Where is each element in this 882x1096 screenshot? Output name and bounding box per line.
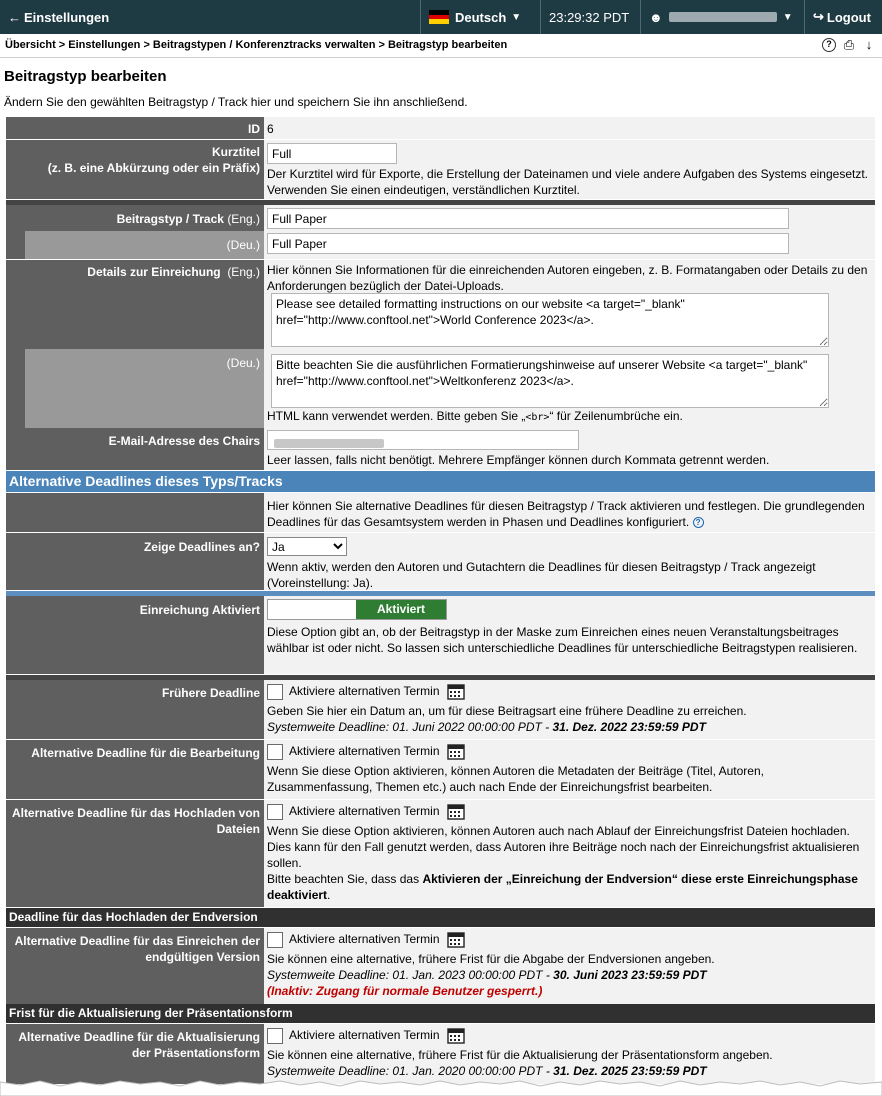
earlier-deadline-label: Frühere Deadline [6,680,264,739]
checkbox[interactable] [267,1028,283,1044]
show-deadlines-select[interactable] [267,537,347,556]
breadcrumb-bar [0,34,882,58]
upload-deadline-row [6,800,875,907]
upload-deadline-help: Wenn Sie diese Option aktivieren, können Autoren auch nach Ablauf der Einreichungsfrist Dateien hochladen. Dies kann für den Fall genutzt werden, dass Autoren ihre Beiträge noch nach der Einreichungsfrist aktualisieren sollen. [267,823,860,870]
system-deadline-text: Systemweite Deadline: 01. Juni 2022 00:00:00 PDT - [267,719,553,734]
earlier-deadline-help: Geben Sie hier ein Datum an, um für diese Beitragsart eine frühere Deadline zu erreichen. [267,703,747,718]
chevron-down-icon: ▼ [782,11,793,23]
presentation-checkbox[interactable] [267,1027,871,1044]
track-name-label-text: Beitragstyp / Track [116,212,224,226]
lang-eng-tag: (Eng.) [227,212,260,226]
server-time [540,0,640,34]
logout-icon: ↪ [813,9,824,24]
arrow-left-icon: ← [8,9,21,25]
toggle-off-side [268,600,356,619]
user-menu[interactable] [640,0,804,34]
checkbox[interactable] [267,684,283,700]
id-row [6,117,875,139]
id-value: 6 [267,122,274,136]
final-version-system [267,967,871,983]
submission-enabled-label: Einreichung Aktiviert [6,596,264,674]
language-selector[interactable] [420,0,540,34]
edit-deadline-row [6,740,875,799]
calendar-icon[interactable] [447,1028,465,1044]
earlier-deadline-row [6,680,875,739]
alt-deadlines-intro: Hier können Sie alternative Deadlines für diesen Beitragstyp / Track aktivieren und festlegen. Die grundlegenden Deadlines für das Gesamtsystem werden in Phasen und Deadlines konfiguriert. [267,499,865,529]
submission-details-help: Hier können Sie Informationen für die einreichenden Autoren eingeben, z. B. Formatangaben oder Details zu den Anforderungen bezüglich der Datei-Uploads. [267,263,868,293]
earlier-deadline-system [267,719,871,735]
short-title-help: Der Kurztitel wird für Exporte, die Erstellung der Dateinamen und viele andere Aufgaben des Systems eingesetzt. Verwenden Sie einen eindeutigen, verständlichen Kurztitel. [267,167,868,197]
edit-deadline-label: Alternative Deadline für die Bearbeitung [6,740,264,799]
upload-note-bold: Aktivieren der „Einreichung der Endversion“ diese erste Einreichungsphase deaktiviert [267,871,858,902]
track-name-deu-row [6,231,875,259]
lang-eng-tag: (Eng.) [227,265,260,279]
final-version-label: Alternative Deadline für das Einreichen der endgültigen Version [6,928,264,1004]
checkbox[interactable] [267,932,283,948]
edit-deadline-help: Wenn Sie diese Option aktivieren, können Autoren die Metadaten der Beiträge (Titel, Autoren, Zusammenfassung, Themen etc.) auch nach Ende der Einreichungsfrist bearbeiten. [267,763,764,794]
final-version-inactive: (Inaktiv: Zugang für normale Benutzer gesperrt.) [267,983,543,998]
lang-deu-tag: (Deu.) [226,238,260,252]
submission-details-label-text: Details zur Einreichung [87,265,221,279]
upload-note-text-a: Bitte beachten Sie, dass das [267,871,423,886]
html-note-text-a: HTML kann verwendet werden. Bitte geben Sie „ [267,409,526,423]
short-title-sublabel: (z. B. eine Abkürzung oder ein Präfix) [47,161,260,175]
back-label: Einstellungen [24,9,110,25]
short-title-row [6,140,875,199]
submission-details-eng-row [6,260,875,349]
track-name-eng-input[interactable] [267,208,789,229]
chevron-down-icon: ▼ [511,11,522,23]
back-to-settings-link[interactable] [0,0,114,34]
chair-email-input[interactable] [267,430,579,450]
final-version-help: Sie können eine alternative, frühere Frist für die Abgabe der Endversionen angeben. [267,951,715,966]
calendar-icon[interactable] [447,744,465,760]
page-intro: Ändern Sie den gewählten Beitragstyp / Track hier und speichern Sie ihn anschließend. [4,95,468,109]
id-label: ID [6,117,264,139]
chair-email-help: Leer lassen, falls nicht benötigt. Mehrere Empfänger können durch Kommata getrennt werden. [267,453,770,467]
checkbox-label: Aktiviere alternativen Termin [289,1028,440,1042]
show-deadlines-help: Wenn aktiv, werden den Autoren und Gutachtern die Deadlines für diesen Beitragstyp / Track angezeigt (Voreinstellung: Ja). [267,560,816,590]
final-version-row [6,928,875,1004]
checkbox-label: Aktiviere alternativen Termin [289,744,440,758]
checkbox-label: Aktiviere alternativen Termin [289,932,440,946]
html-note-text-b: “ für Zeilenumbrüche ein. [549,409,683,423]
final-version-checkbox[interactable] [267,931,871,948]
calendar-icon[interactable] [447,804,465,820]
top-navigation-bar [0,0,882,34]
upload-deadline-label: Alternative Deadline für das Hochladen von Dateien [6,800,264,907]
calendar-icon[interactable] [447,684,465,700]
submission-details-deu-label [6,349,264,428]
logout-label: Logout [826,9,871,25]
toggle-on-side: Aktiviert [356,600,446,619]
print-icon[interactable]: ⎙ [843,37,855,52]
upload-deadline-checkbox[interactable] [267,803,871,820]
logout-button[interactable] [804,0,882,34]
submission-details-eng-textarea[interactable] [271,293,829,347]
calendar-icon[interactable] [447,932,465,948]
breadcrumb[interactable]: Übersicht > Einstellungen > Beitragstypen / Konferenztracks verwalten > Beitragstyp bearbeiten [5,39,508,51]
presentation-heading: Frist für die Aktualisierung der Präsentationsform [6,1004,875,1023]
submission-enabled-row [6,596,875,674]
system-deadline-text: Systemweite Deadline: 01. Jan. 2020 00:00:00 PDT - [267,1063,554,1078]
short-title-label [6,140,264,199]
submission-details-label [6,260,264,349]
lang-deu-tag: (Deu.) [226,356,260,370]
submission-details-deu-textarea[interactable] [271,354,829,408]
user-name-blurred [669,12,777,22]
submission-enabled-toggle[interactable] [267,599,447,620]
alt-deadlines-intro-label [6,493,264,532]
earlier-deadline-checkbox[interactable] [267,683,871,700]
submission-details-deu-row [6,349,875,428]
presentation-row [6,1024,875,1084]
chair-email-blurred [274,439,384,448]
submission-enabled-help: Diese Option gibt an, ob der Beitragstyp in der Maske zum Einreichen eines neuen Veranstaltungsbeitrages wählbar ist oder nicht. So lassen sich unterschiedliche Deadlines für unterschiedliche Beitragstypen realisieren. [267,625,858,655]
show-deadlines-row [6,533,875,590]
german-flag-icon [429,10,449,24]
upload-deadline-note [267,871,871,903]
upload-note-text-c: . [327,887,331,902]
edit-deadline-checkbox[interactable] [267,743,871,760]
track-name-label [6,205,264,231]
track-name-eng-row [6,205,875,231]
chair-email-row [6,428,875,470]
chair-email-label: E-Mail-Adresse des Chairs [6,428,264,470]
language-label: Deutsch [455,9,507,25]
track-name-deu-label [6,231,264,259]
system-deadline-text: Systemweite Deadline: 01. Jan. 2023 00:00:00 PDT - [267,967,554,982]
arrow-down-icon[interactable]: ↓ [865,37,873,52]
system-deadline-end: 31. Dez. 2025 23:59:59 PDT [553,1063,707,1078]
help-icon[interactable]: ? [822,38,836,52]
checkbox[interactable] [267,804,283,820]
html-note-code: <br> [525,412,550,423]
alt-deadlines-heading: Alternative Deadlines dieses Typs/Tracks [6,471,875,492]
short-title-label-text: Kurztitel [212,145,260,159]
page-title: Beitragstyp bearbeiten [4,68,167,85]
system-deadline-end: 30. Juni 2023 23:59:59 PDT [553,967,707,982]
track-name-deu-input[interactable] [267,233,789,254]
user-icon: ☻ [649,9,663,25]
show-deadlines-label: Zeige Deadlines an? [6,533,264,590]
help-icon[interactable]: ? [693,517,704,528]
presentation-label: Alternative Deadline für die Aktualisierung der Präsentationsform [6,1024,264,1084]
short-title-input[interactable] [267,143,397,164]
time-label: 23:29:32 PDT [549,9,630,25]
checkbox-label: Aktiviere alternativen Termin [289,684,440,698]
system-deadline-end: 31. Dez. 2022 23:59:59 PDT [552,719,706,734]
final-version-heading: Deadline für das Hochladen der Endversion [6,908,875,927]
presentation-system [267,1063,871,1079]
presentation-help: Sie können eine alternative, frühere Frist für die Aktualisierung der Präsentationsform angeben. [267,1047,773,1062]
torn-edge [0,1078,882,1096]
alt-deadlines-intro-row [6,493,875,532]
checkbox-label: Aktiviere alternativen Termin [289,804,440,818]
checkbox[interactable] [267,744,283,760]
html-note [267,408,683,426]
